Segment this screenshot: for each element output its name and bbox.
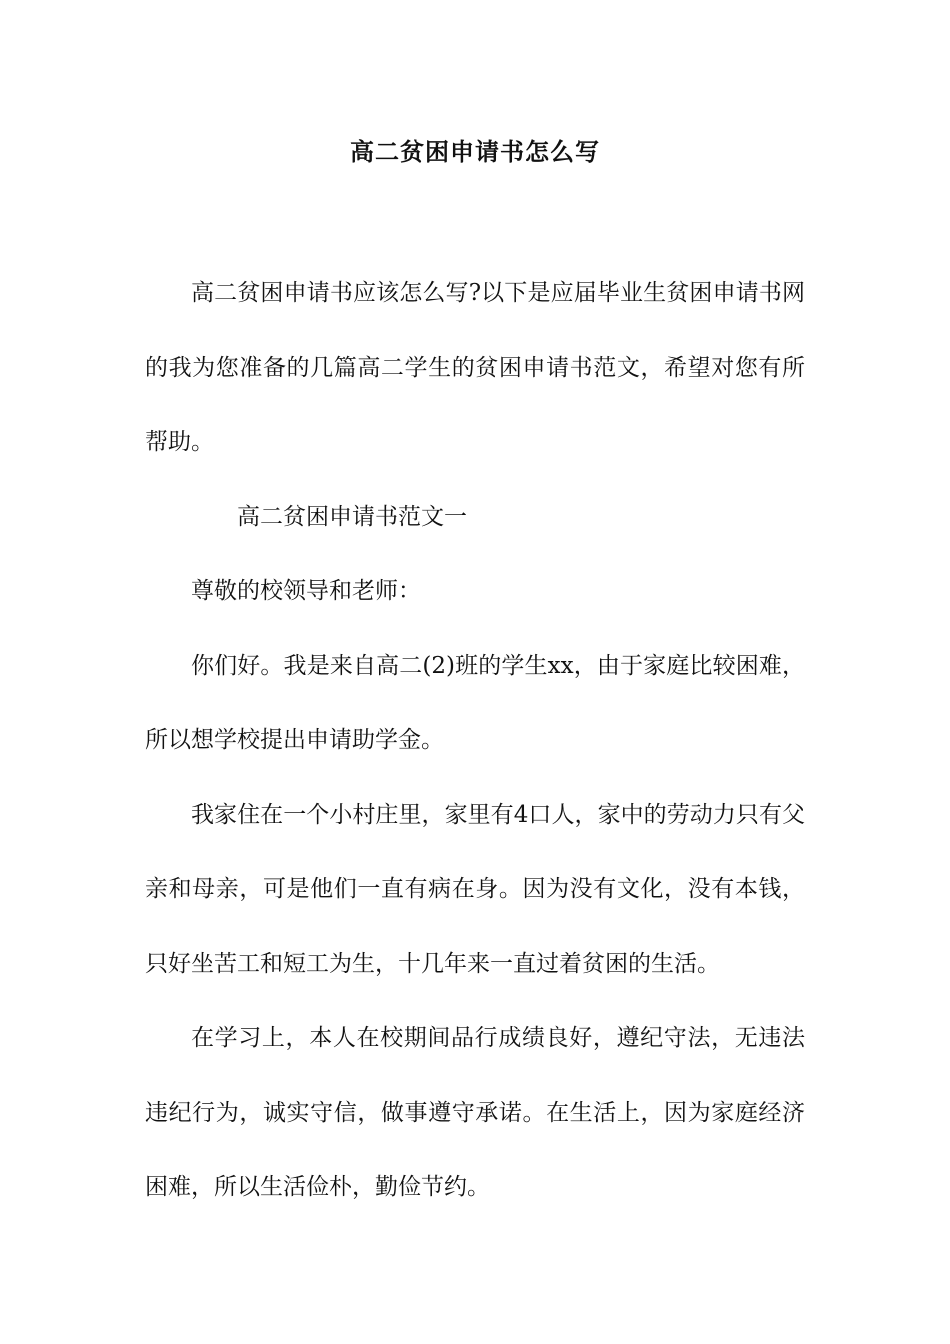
body-paragraph: 在学习上，本人在校期间品行成绩良好，遵纪守法，无违法违纪行为，诚实守信，做事遵守承诺。在生活上，因为家庭经济困难，所以生活俭朴，勤俭节约。: [145, 1025, 805, 1200]
body-paragraph: 你们好。我是来自高二(2)班的学生xx，由于家庭比较困难，所以想学校提出申请助学金。: [145, 652, 805, 753]
document-title: 高二贫困申请书怎么写: [350, 137, 600, 166]
document-body: [145, 256, 805, 1225]
salutation: 尊敬的校领导和老师：: [191, 578, 421, 604]
body-paragraph: 我家住在一个小村庄里，家里有4口人，家中的劳动力只有父亲和母亲，可是他们一直有病在身。因为没有文化，没有本钱，只好坐苦工和短工为生，十几年来一直过着贫困的生活。: [145, 801, 805, 977]
sample-heading: 高二贫困申请书范文一: [237, 503, 467, 530]
intro-paragraph: 高二贫困申请书应该怎么写?以下是应届毕业生贫困申请书网的我为您准备的几篇高二学生的贫困申请书范文，希望对您有所帮助。: [145, 280, 805, 455]
